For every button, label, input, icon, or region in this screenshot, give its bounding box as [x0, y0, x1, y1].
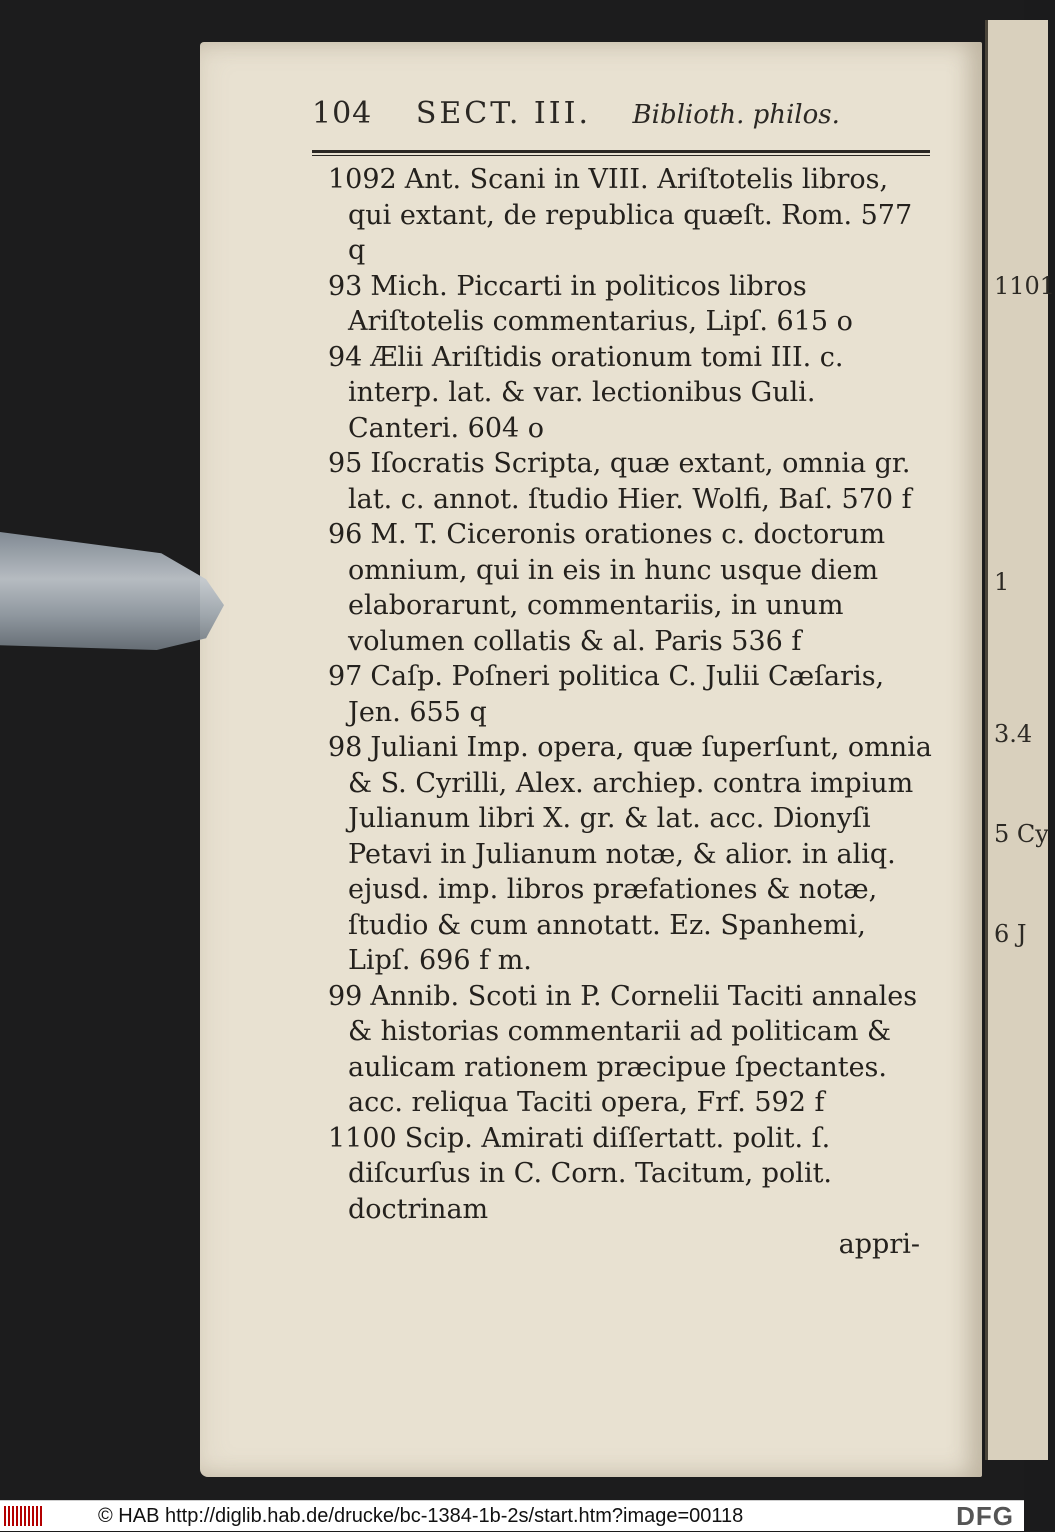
- catalogue-entry: [312, 269, 932, 340]
- adjacent-page-fragment: 5 Cy: [994, 820, 1049, 848]
- entry-text: Caſp. Poſneri politica C. Julii Cæſaris, Jen. 655 q: [348, 661, 885, 728]
- adjacent-page: [985, 20, 1055, 1460]
- head-rule-thin: [312, 155, 930, 156]
- adjacent-page-fragment: 1101: [994, 272, 1055, 300]
- entry-text: M. T. Ciceronis orationes c. doctorum omnium, qui in eis in hunc usque diem elaborarunt, commentariis, in unum volumen collatis & al. Paris 536 f: [348, 519, 886, 657]
- catalogue-entry: [312, 979, 932, 1121]
- catalogue-entry: [312, 340, 932, 447]
- entry-number: 98: [328, 732, 363, 763]
- entry-text: Scip. Amirati diſſertatt. polit. ſ. diſcurſus in C. Corn. Tacitum, polit. doctrinam: [348, 1122, 833, 1225]
- entry-text: Iſocratis Scripta, quæ extant, omnia gr. lat. c. annot. ſtudio Hier. Wolfi, Baſ. 570 f: [348, 448, 912, 515]
- entry-text: Mich. Piccarti in politicos libros Ariſtotelis commentarius, Lipſ. 615 o: [348, 270, 853, 337]
- catalogue-entry: [312, 162, 932, 269]
- catalogue-entry: [312, 1121, 932, 1228]
- catalogue-entry: [312, 446, 932, 517]
- book-page: [200, 42, 982, 1477]
- subject-label: Biblioth. philos.: [632, 100, 840, 130]
- catalogue-entries: [312, 162, 932, 1263]
- hab-logo-icon: [4, 1506, 44, 1526]
- catalogue-entry: [312, 517, 932, 659]
- catalogue-entry: [312, 659, 932, 730]
- entry-number: 99: [328, 980, 363, 1012]
- adjacent-page-fragment: 6 J: [994, 920, 1027, 948]
- section-label: SECT. III.: [415, 96, 591, 131]
- entry-text: Annib. Scoti in P. Cornelii Taciti annales & historias commentarii ad politicam & aulicam rationem præcipue ſpectantes. acc. reliqua Taciti opera, Frf. 592 f: [348, 980, 918, 1118]
- page-number: 104: [312, 96, 373, 131]
- catchword: appri-: [838, 1229, 920, 1260]
- bookmark-strip: [0, 532, 224, 650]
- entry-number: 93: [328, 270, 363, 302]
- entry-number: 95: [328, 448, 363, 479]
- dfg-logo: DFG: [956, 1501, 1014, 1531]
- entry-number: 97: [328, 661, 363, 692]
- viewer-footer: [0, 1500, 1024, 1531]
- entry-text: Ant. Scani in VIII. Ariſtotelis libros, qui extant, de republica quæſt. Rom. 577 q: [348, 164, 913, 266]
- entry-text: Ælii Ariſtidis orationum tomi III. c. interp. lat. & var. lectionibus Guli. Canteri. 604 o: [348, 341, 844, 444]
- copyright-caption[interactable]: © HAB http://diglib.hab.de/drucke/bc-1384-1b-2s/start.htm?image=00118: [98, 1505, 744, 1527]
- entry-number: 1100: [328, 1122, 397, 1154]
- catalogue-entry: [312, 730, 932, 979]
- running-head: [312, 96, 952, 131]
- adjacent-page-fragment: 1: [994, 568, 1010, 596]
- entry-number: 96: [328, 519, 363, 550]
- head-rule: [312, 150, 930, 153]
- entry-number: 1092: [328, 164, 397, 195]
- entry-number: 94: [328, 341, 363, 373]
- adjacent-page-fragment: 3.4: [994, 720, 1033, 748]
- entry-text: Juliani Imp. opera, quæ ſuperſunt, omnia & S. Cyrilli, Alex. archiep. contra impium Julianum libri X. gr. & lat. acc. Dionyſi Petavi in Julianum notæ, & alior. in aliq. ejusd. imp. libros præfationes & notæ, ſtudio & cum annotatt. Ez. Spanhemi, Lipſ. 696 f m.: [348, 732, 932, 976]
